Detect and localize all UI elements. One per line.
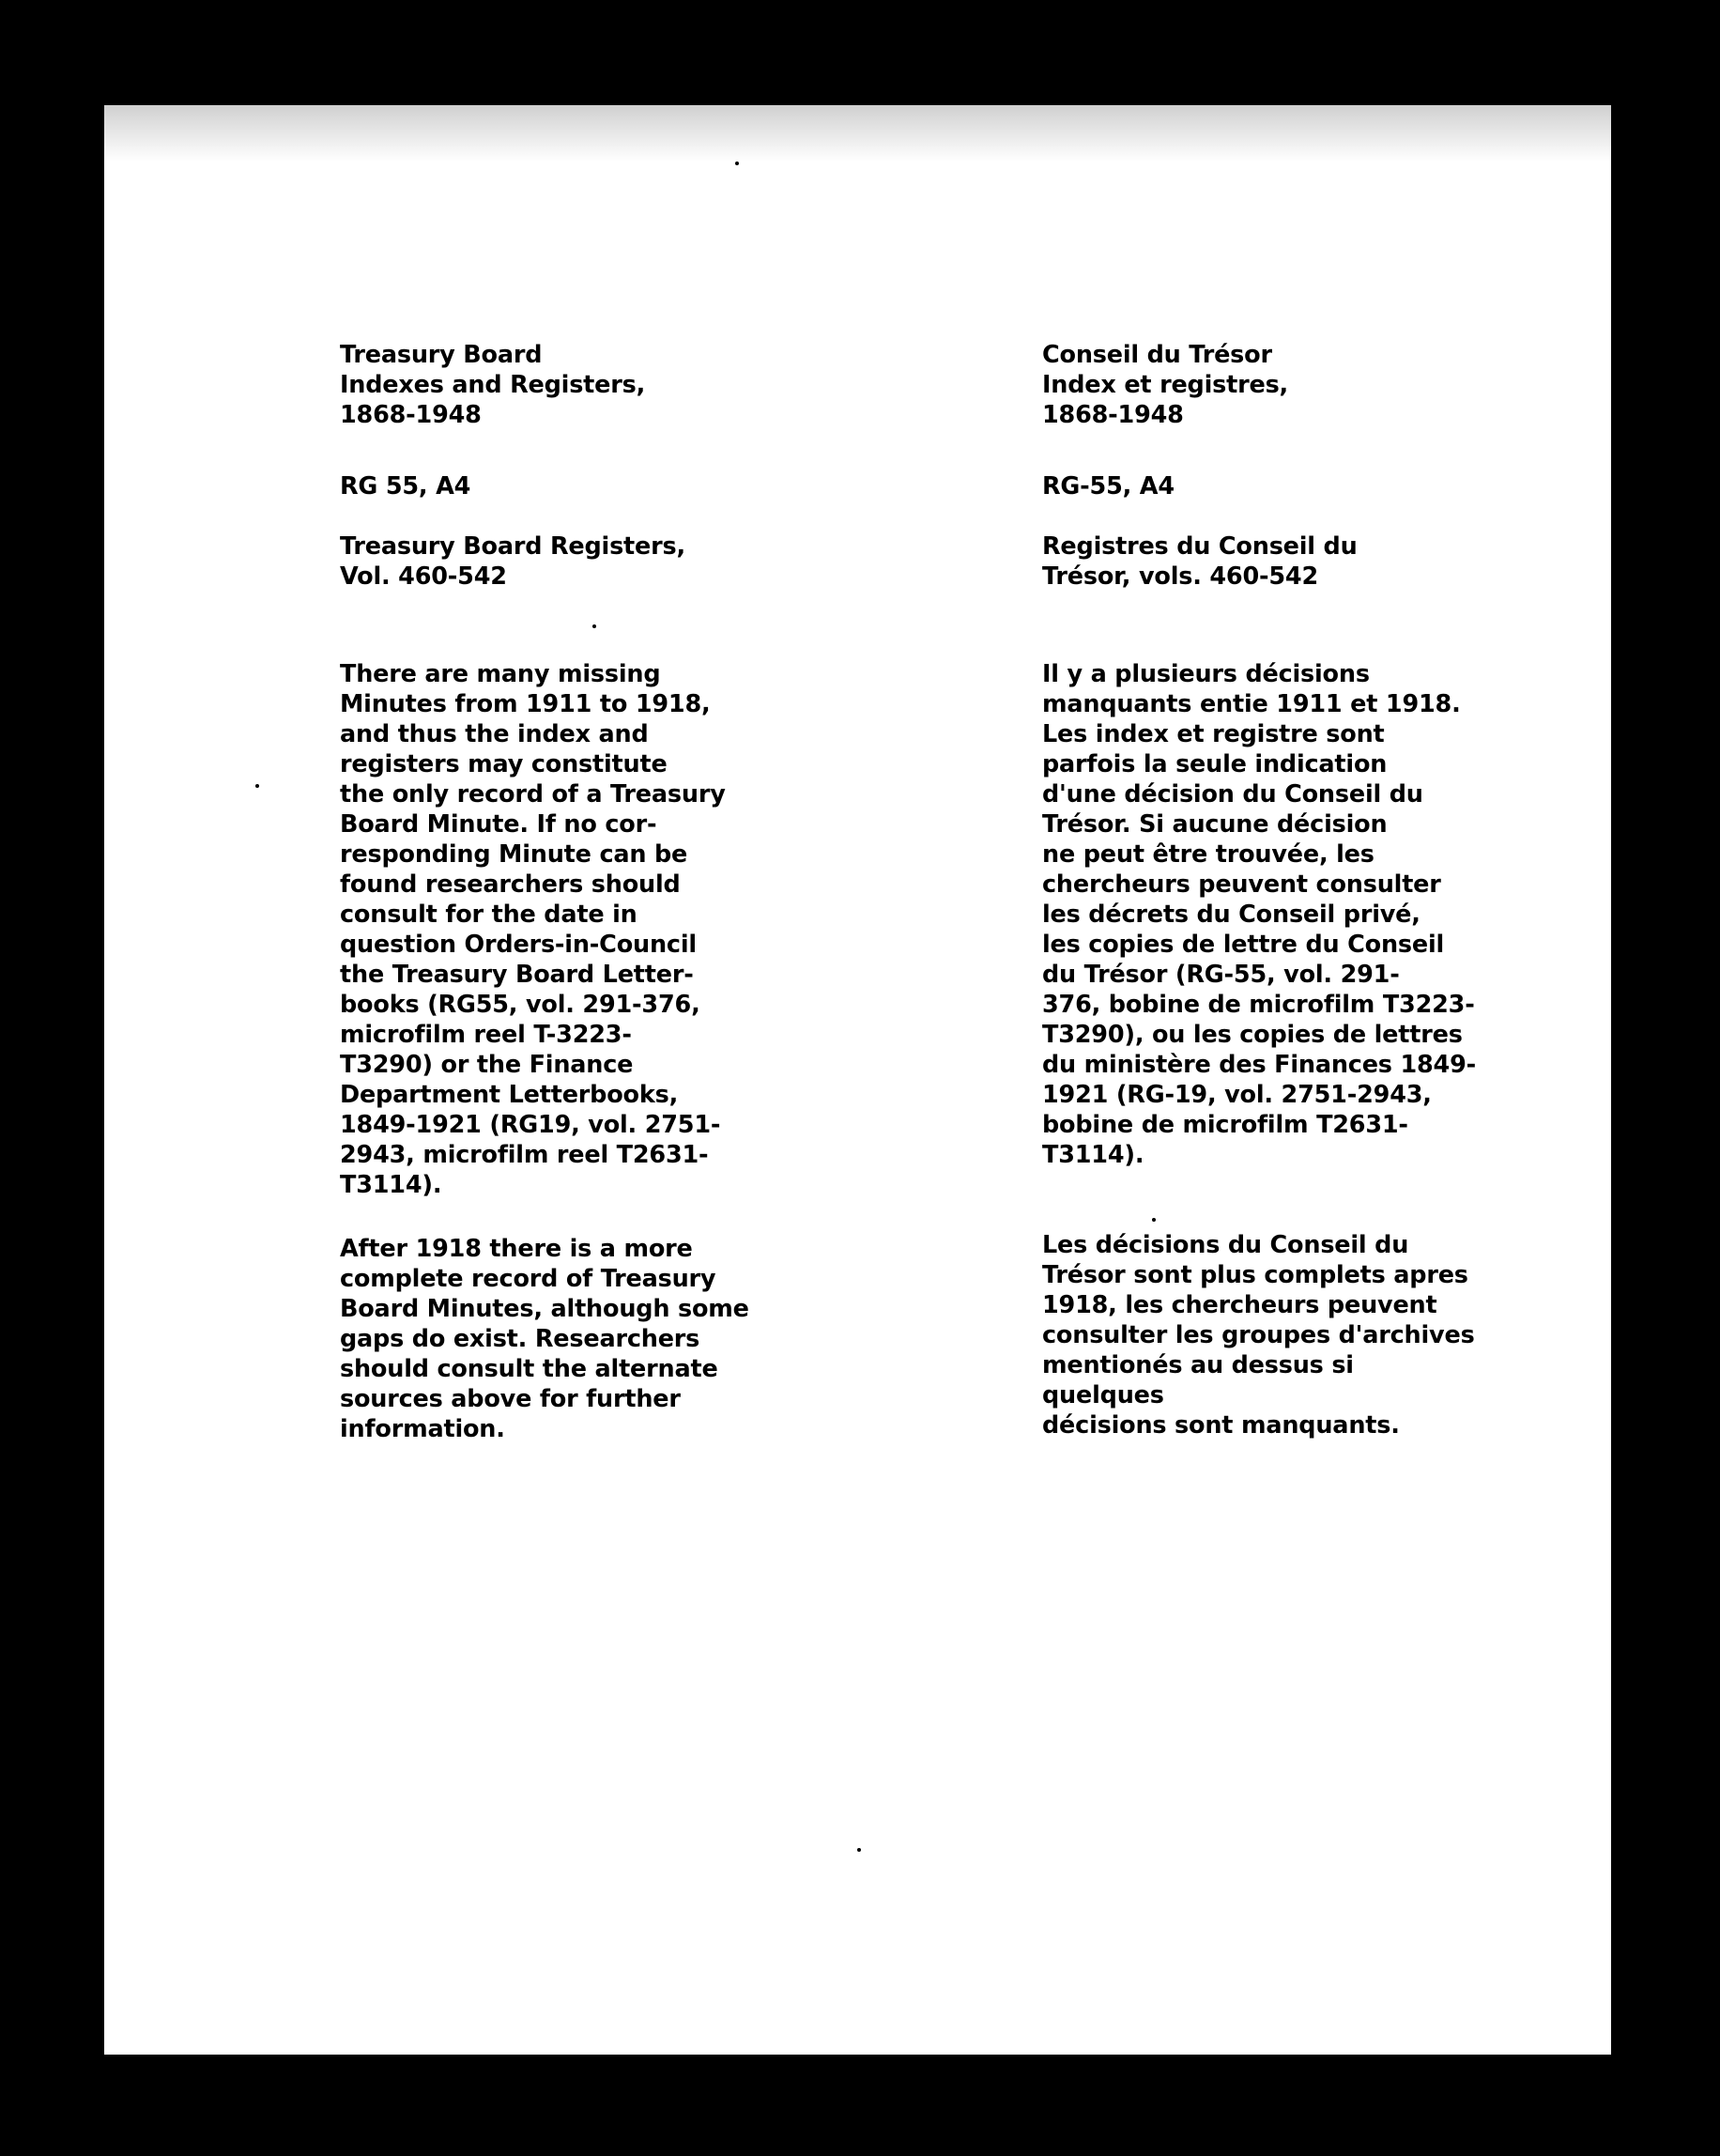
english-record-group: RG 55, A4 xyxy=(340,472,471,500)
document-page xyxy=(104,105,1611,2055)
english-title: Treasury Board Indexes and Registers, 1868-1948 xyxy=(340,341,646,429)
french-record-group: RG-55, A4 xyxy=(1042,472,1175,500)
english-column xyxy=(340,340,781,1444)
english-paragraph-2: After 1918 there is a more complete record of Treasury Board Minutes, although some gaps do exist. Researchers should consult the alternate sources above for further information. xyxy=(340,1235,749,1443)
scan-speck xyxy=(735,162,739,165)
french-title: Conseil du Trésor Index et registres, 1868-1948 xyxy=(1042,341,1289,429)
scan-shading xyxy=(104,105,1611,162)
scan-speck xyxy=(857,1848,861,1852)
french-column xyxy=(1042,340,1483,1440)
french-paragraph-2: Les décisions du Conseil du Trésor sont plus complets apres 1918, les chercheurs peuvent consulter les groupes d'archives mentionés au dessus si quelques décisions sont manquants. xyxy=(1042,1231,1475,1440)
french-subtitle: Registres du Conseil du Trésor, vols. 460-542 xyxy=(1042,532,1358,591)
scan-speck xyxy=(255,784,259,788)
french-paragraph-1: Il y a plusieurs décisions manquants entie 1911 et 1918. Les index et registre sont parfois la seule indication d'une décision du Conseil du Trésor. Si aucune décision ne peut être trouvée, les chercheurs peuvent consulter les décrets du Conseil privé, les copies de lettre du Conseil du Trésor (RG-55, vol. 291- 376, bobine de microfilm T3223- T3290), ou les copies de lettres du ministère des Finances 1849- 1921 (RG-19, vol. 2751-2943, bobine de microfilm T2631- T3114). xyxy=(1042,660,1477,1169)
english-subtitle: Treasury Board Registers, Vol. 460-542 xyxy=(340,532,685,591)
english-paragraph-1: There are many missing Minutes from 1911 to 1918, and thus the index and registers may constitute the only record of a Treasury Board Minute. If no cor- responding Minute can be found researchers should consult for the date in question Orders-in-Council the Treasury Board Letter- books (RG55, vol. 291-376, microfilm reel T-3223- T3290) or the Finance Department Letterbooks, 1849-1921 (RG19, vol. 2751- 2943, microfilm reel T2631- T3114). xyxy=(340,660,726,1199)
